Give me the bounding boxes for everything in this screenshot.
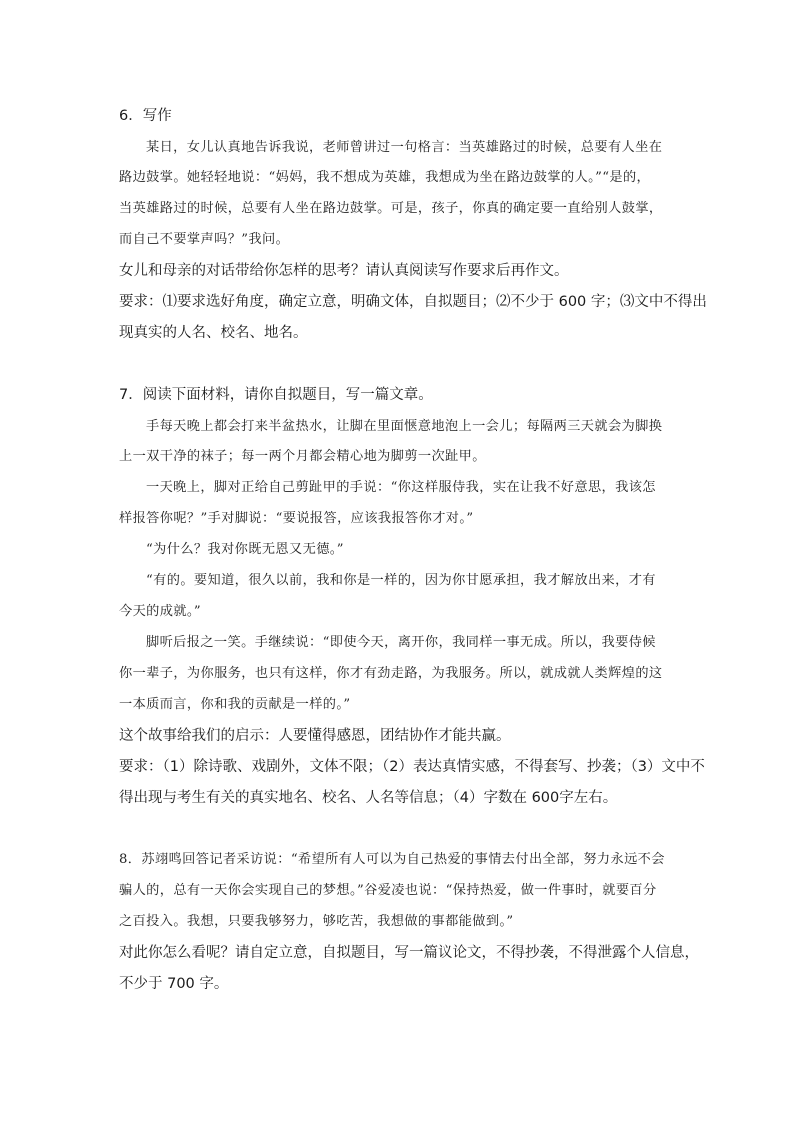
question-7-material-line: 一本质而言，你和我的贡献是一样的。” bbox=[119, 697, 351, 712]
question-6-material-line: 而自己不要掌声吗？”我问。 bbox=[119, 232, 290, 247]
question-7-material-line: 脚听后报之一笑。手继续说：“即使今天，离开你，我同样一事无成。所以，我要侍候 bbox=[146, 635, 656, 650]
question-6-material-line: 路边鼓掌。她轻轻地说：“妈妈，我不想成为英雄，我想成为坐在路边鼓掌的人。”“是的， bbox=[119, 170, 651, 185]
question-7-prompt: 这个故事给我们的启示：人要懂得感恩，团结协作才能共赢。 bbox=[119, 728, 511, 744]
question-7-material-line: 今天的成就。” bbox=[119, 604, 202, 619]
question-6-material-line: 当英雄路过的时候，总要有人坐在路边鼓掌。可是，孩子，你真的确定要一直给别人鼓掌， bbox=[119, 201, 663, 216]
question-6-material-line: 某日，女儿认真地告诉我说，老师曾讲过一句格言：当英雄路过的时候，总要有人坐在 bbox=[146, 140, 663, 155]
question-7-material-line: “为什么？我对你既无恩又无德。” bbox=[146, 542, 344, 557]
question-7-material-line: 手每天晚上都会打来半盆热水，让脚在里面惬意地泡上一会儿；每隔两三天就会为脚换 bbox=[146, 419, 663, 434]
question-6-requirement: 现真实的人名、校名、地名。 bbox=[119, 325, 308, 341]
question-6-title: 6．写作 bbox=[119, 108, 172, 124]
question-8-material-line: 8．苏翊鸣回答记者采访说：“希望所有人可以为自己热爱的事情去付出全部，努力永远不会 bbox=[119, 852, 665, 867]
question-6-prompt: 女儿和母亲的对话带给你怎样的思考？请认真阅读写作要求后再作文。 bbox=[119, 263, 569, 279]
question-7-material-line: 样报答你呢？”手对脚说：“要说报答，应该我报答你才对。” bbox=[119, 511, 474, 526]
question-8-material-line: 骗人的，总有一天你会实现自己的梦想。”谷爱凌也说：“保持热爱，做一件事时，就要百分 bbox=[119, 883, 657, 898]
question-8-requirement: 不少于 700 字。 bbox=[119, 976, 229, 992]
question-7-material-line: 你一辈子，为你服务，也只有这样，你才有劲走路，为我服务。所以，就成就人类辉煌的这 bbox=[119, 666, 663, 681]
question-8-material-line: 之百投入。我想，只要我够努力，够吃苦，我想做的事都能做到。” bbox=[119, 914, 514, 929]
question-6-requirement: 要求：⑴要求选好角度，确定立意，明确文体，自拟题目；⑵不少于 600 字；⑶文中不得出 bbox=[119, 294, 707, 310]
question-7-material-line: 上一双干净的袜子；每一两个月都会精心地为脚剪一次趾甲。 bbox=[119, 449, 486, 464]
question-7-requirement: 得出现与考生有关的真实地名、校名、人名等信息；（4）字数在 600字左右。 bbox=[119, 790, 618, 806]
question-8-prompt: 对此你怎么看呢？请自定立意，自拟题目，写一篇议论文，不得抄袭，不得泄露个人信息， bbox=[119, 945, 699, 961]
question-7-requirement: 要求：（1）除诗歌、戏剧外，文体不限；（2）表达真情实感，不得套写、抄袭；（3）文中不 bbox=[119, 759, 705, 775]
question-7-material-line: 一天晚上，脚对正给自己剪趾甲的手说：“你这样服侍我，实在让我不好意思，我该怎 bbox=[146, 480, 656, 495]
question-7-title: 7．阅读下面材料，请你自拟题目，写一篇文章。 bbox=[119, 387, 433, 403]
question-7-material-line: “有的。要知道，很久以前，我和你是一样的，因为你甘愿承担，我才解放出来，才有 bbox=[146, 573, 656, 588]
